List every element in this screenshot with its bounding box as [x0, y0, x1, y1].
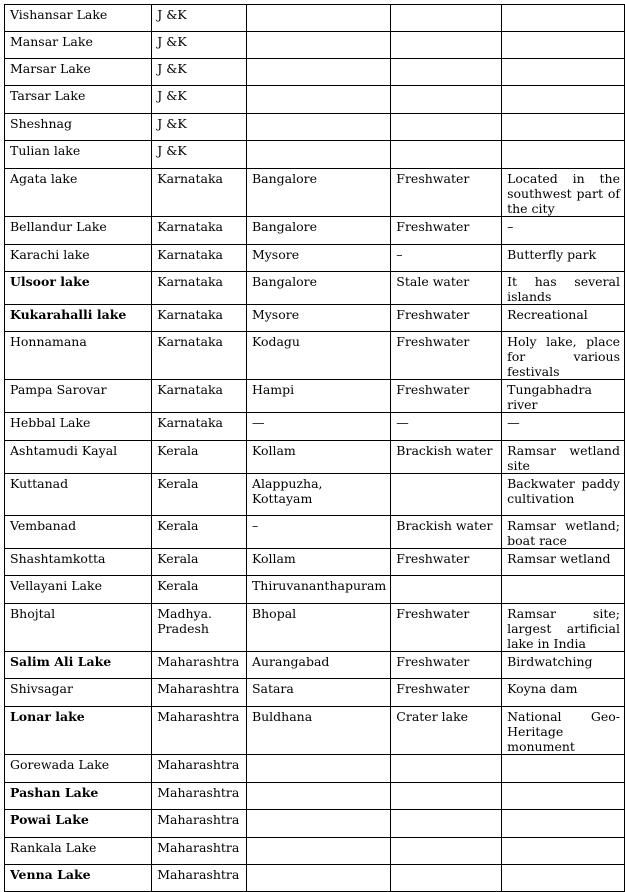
location-cell	[246, 865, 390, 892]
table-row	[5, 59, 625, 86]
water-type-cell	[391, 576, 502, 604]
lake-name-cell: Vellayani Lake	[5, 576, 152, 604]
water-type-cell	[391, 474, 502, 516]
lake-name-cell: Venna Lake	[5, 865, 152, 892]
location-cell: —	[246, 413, 390, 441]
water-type-cell: —	[391, 413, 502, 441]
state-cell: Maharashtra	[152, 783, 247, 810]
notes-cell	[502, 838, 625, 865]
table-row	[5, 332, 625, 380]
location-cell: Kollam	[246, 441, 390, 474]
water-type-cell: Freshwater	[391, 604, 502, 652]
notes-cell: –	[502, 217, 625, 245]
lake-name-cell: Pampa Sarovar	[5, 380, 152, 413]
location-cell: Kollam	[246, 549, 390, 576]
state-cell: Karnataka	[152, 217, 247, 245]
table-row	[5, 413, 625, 441]
notes-cell	[502, 86, 625, 114]
table-row	[5, 169, 625, 217]
table-row	[5, 141, 625, 169]
location-cell: Satara	[246, 679, 390, 707]
notes-cell: National Geo-Heritage monument	[502, 707, 625, 755]
water-type-cell: Freshwater	[391, 380, 502, 413]
water-type-cell	[391, 755, 502, 783]
lakes-table	[4, 4, 625, 892]
water-type-cell: Brackish water	[391, 441, 502, 474]
notes-cell: Recreational	[502, 305, 625, 332]
location-cell: Kodagu	[246, 332, 390, 380]
state-cell: J &K	[152, 141, 247, 169]
lakes-table-body	[5, 5, 625, 892]
table-row	[5, 5, 625, 32]
location-cell: Mysore	[246, 245, 390, 272]
notes-cell: Ramsar wetland	[502, 549, 625, 576]
lake-name-cell: Lonar lake	[5, 707, 152, 755]
state-cell: Karnataka	[152, 272, 247, 305]
notes-cell: Butterfly park	[502, 245, 625, 272]
notes-cell: —	[502, 413, 625, 441]
state-cell: J &K	[152, 86, 247, 114]
location-cell: Hampi	[246, 380, 390, 413]
state-cell: Maharashtra	[152, 810, 247, 838]
state-cell: J &K	[152, 5, 247, 32]
water-type-cell	[391, 141, 502, 169]
lake-name-cell: Shivsagar	[5, 679, 152, 707]
location-cell: Bangalore	[246, 169, 390, 217]
table-row	[5, 380, 625, 413]
water-type-cell: Freshwater	[391, 169, 502, 217]
lake-name-cell: Kukarahalli lake	[5, 305, 152, 332]
water-type-cell	[391, 783, 502, 810]
water-type-cell: Freshwater	[391, 332, 502, 380]
notes-cell: Birdwatching	[502, 652, 625, 679]
notes-cell	[502, 5, 625, 32]
lake-name-cell: Bellandur Lake	[5, 217, 152, 245]
state-cell: Kerala	[152, 549, 247, 576]
lake-name-cell: Ulsoor lake	[5, 272, 152, 305]
water-type-cell	[391, 5, 502, 32]
water-type-cell: Freshwater	[391, 217, 502, 245]
lake-name-cell: Tarsar Lake	[5, 86, 152, 114]
location-cell: –	[246, 516, 390, 549]
notes-cell: Koyna dam	[502, 679, 625, 707]
water-type-cell: –	[391, 245, 502, 272]
location-cell: Alappuzha, Kottayam	[246, 474, 390, 516]
notes-cell	[502, 141, 625, 169]
water-type-cell: Freshwater	[391, 652, 502, 679]
location-cell	[246, 59, 390, 86]
state-cell: Karnataka	[152, 305, 247, 332]
table-row	[5, 272, 625, 305]
table-row	[5, 755, 625, 783]
table-row	[5, 217, 625, 245]
water-type-cell: Freshwater	[391, 305, 502, 332]
water-type-cell	[391, 838, 502, 865]
location-cell: Bhopal	[246, 604, 390, 652]
notes-cell: Ramsar site; largest artificial lake in India	[502, 604, 625, 652]
notes-cell	[502, 59, 625, 86]
water-type-cell	[391, 810, 502, 838]
notes-cell	[502, 865, 625, 892]
location-cell: Buldhana	[246, 707, 390, 755]
location-cell	[246, 32, 390, 59]
table-row	[5, 604, 625, 652]
table-row	[5, 865, 625, 892]
water-type-cell: Crater lake	[391, 707, 502, 755]
table-row	[5, 652, 625, 679]
state-cell: Karnataka	[152, 332, 247, 380]
state-cell: Karnataka	[152, 245, 247, 272]
lake-name-cell: Shashtamkotta	[5, 549, 152, 576]
location-cell	[246, 810, 390, 838]
notes-cell: Ramsar wetland; boat race	[502, 516, 625, 549]
state-cell: Madhya. Pradesh	[152, 604, 247, 652]
location-cell	[246, 114, 390, 141]
notes-cell: Holy lake, place for various festivals	[502, 332, 625, 380]
notes-cell	[502, 32, 625, 59]
table-row	[5, 114, 625, 141]
lake-name-cell: Ashtamudi Kayal	[5, 441, 152, 474]
lake-name-cell: Vishansar Lake	[5, 5, 152, 32]
water-type-cell	[391, 32, 502, 59]
table-row	[5, 679, 625, 707]
location-cell: Bangalore	[246, 217, 390, 245]
lake-name-cell: Bhojtal	[5, 604, 152, 652]
state-cell: Maharashtra	[152, 865, 247, 892]
state-cell: Kerala	[152, 474, 247, 516]
state-cell: Maharashtra	[152, 679, 247, 707]
water-type-cell	[391, 865, 502, 892]
notes-cell	[502, 810, 625, 838]
water-type-cell	[391, 114, 502, 141]
lake-name-cell: Honnamana	[5, 332, 152, 380]
state-cell: Maharashtra	[152, 838, 247, 865]
water-type-cell: Freshwater	[391, 679, 502, 707]
lake-name-cell: Hebbal Lake	[5, 413, 152, 441]
lake-name-cell: Tulian lake	[5, 141, 152, 169]
table-row	[5, 305, 625, 332]
location-cell	[246, 783, 390, 810]
lake-name-cell: Gorewada Lake	[5, 755, 152, 783]
table-row	[5, 783, 625, 810]
table-row	[5, 810, 625, 838]
lake-name-cell: Salim Ali Lake	[5, 652, 152, 679]
state-cell: Maharashtra	[152, 652, 247, 679]
lake-name-cell: Pashan Lake	[5, 783, 152, 810]
lake-name-cell: Vembanad	[5, 516, 152, 549]
location-cell: Bangalore	[246, 272, 390, 305]
water-type-cell: Freshwater	[391, 549, 502, 576]
notes-cell: Tungabhadra river	[502, 380, 625, 413]
notes-cell	[502, 783, 625, 810]
notes-cell: Located in the southwest part of the city	[502, 169, 625, 217]
state-cell: Maharashtra	[152, 755, 247, 783]
state-cell: J &K	[152, 114, 247, 141]
table-row	[5, 32, 625, 59]
table-row	[5, 707, 625, 755]
state-cell: Maharashtra	[152, 707, 247, 755]
state-cell: Kerala	[152, 576, 247, 604]
notes-cell	[502, 114, 625, 141]
state-cell: Kerala	[152, 441, 247, 474]
lake-name-cell: Agata lake	[5, 169, 152, 217]
state-cell: Karnataka	[152, 413, 247, 441]
notes-cell	[502, 755, 625, 783]
state-cell: J &K	[152, 59, 247, 86]
water-type-cell	[391, 86, 502, 114]
lake-name-cell: Marsar Lake	[5, 59, 152, 86]
location-cell: Mysore	[246, 305, 390, 332]
location-cell	[246, 141, 390, 169]
table-row	[5, 245, 625, 272]
lake-name-cell: Kuttanad	[5, 474, 152, 516]
location-cell: Thiruvananthapuram	[246, 576, 390, 604]
location-cell	[246, 838, 390, 865]
water-type-cell: Stale water	[391, 272, 502, 305]
state-cell: Karnataka	[152, 380, 247, 413]
notes-cell: It has several islands	[502, 272, 625, 305]
water-type-cell: Brackish water	[391, 516, 502, 549]
table-row	[5, 838, 625, 865]
location-cell	[246, 5, 390, 32]
lake-name-cell: Sheshnag	[5, 114, 152, 141]
lake-name-cell: Karachi lake	[5, 245, 152, 272]
table-row	[5, 441, 625, 474]
table-row	[5, 86, 625, 114]
table-row	[5, 516, 625, 549]
notes-cell: Ramsar wetland site	[502, 441, 625, 474]
location-cell	[246, 86, 390, 114]
location-cell	[246, 755, 390, 783]
notes-cell: Backwater paddy cultivation	[502, 474, 625, 516]
state-cell: J &K	[152, 32, 247, 59]
lake-name-cell: Powai Lake	[5, 810, 152, 838]
notes-cell	[502, 576, 625, 604]
state-cell: Karnataka	[152, 169, 247, 217]
table-row	[5, 549, 625, 576]
lake-name-cell: Mansar Lake	[5, 32, 152, 59]
lake-name-cell: Rankala Lake	[5, 838, 152, 865]
location-cell: Aurangabad	[246, 652, 390, 679]
state-cell: Kerala	[152, 516, 247, 549]
table-row	[5, 576, 625, 604]
table-row	[5, 474, 625, 516]
water-type-cell	[391, 59, 502, 86]
